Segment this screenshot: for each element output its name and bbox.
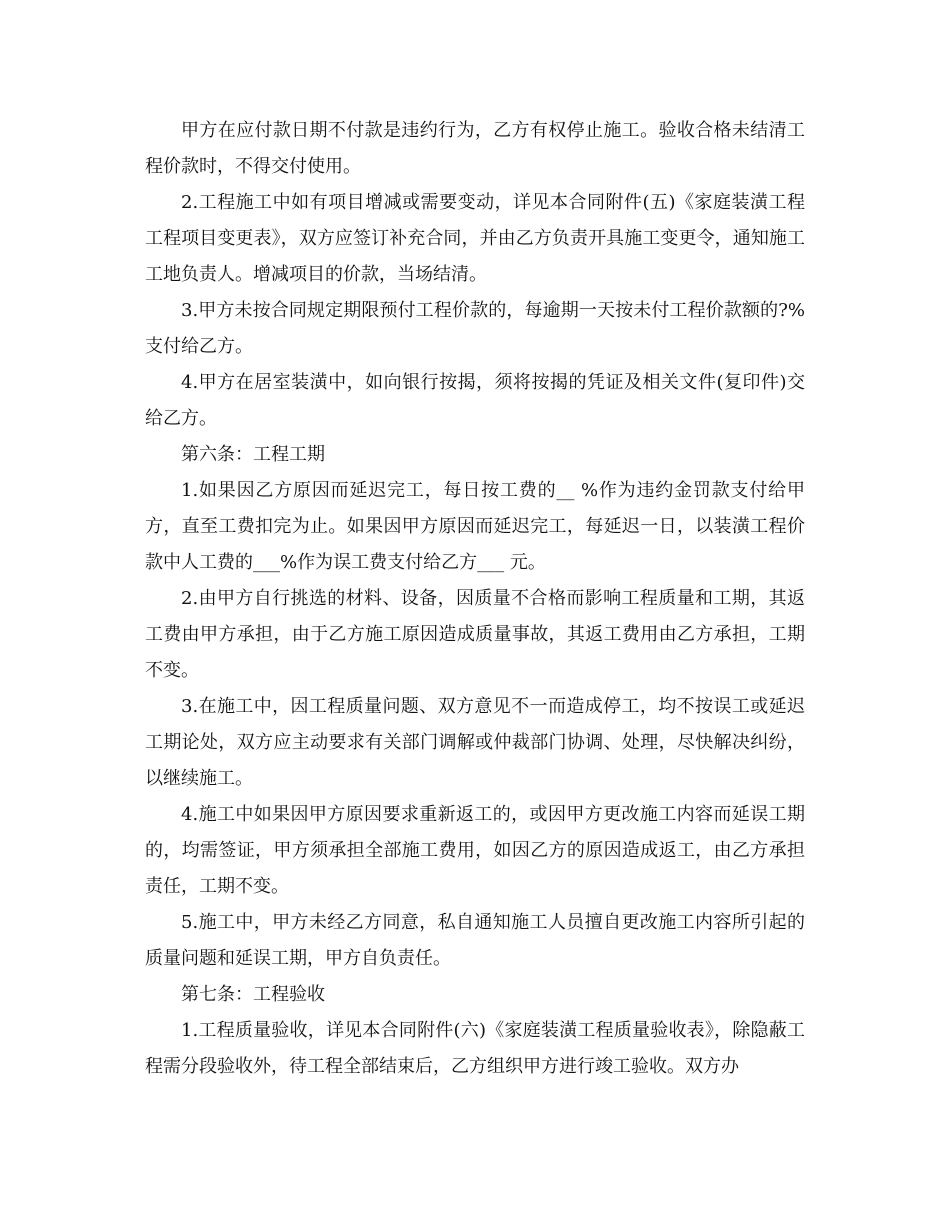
section-heading-article-6: 第六条：工程工期 <box>181 444 325 465</box>
paragraph-work-stoppage: 3.在施工中，因工程质量问题、双方意见不一而造成停工，均不按误工或延迟工期论处，双方应主动要求有关部门调解或仲裁部门协调、处理，尽快解决纠纷，以继续施工。 <box>145 696 805 789</box>
document-body <box>145 113 805 1085</box>
paragraph-payment-default: 甲方在应付款日期不付款是违约行为，乙方有权停止施工。验收合格未结清工程价款时，不得交付使用。 <box>145 120 805 177</box>
paragraph-late-prepayment: 3.甲方未按合同规定期限预付工程价款的，每逾期一天按未付工程价款额的?%支付给乙方。 <box>145 300 805 357</box>
paragraph-rework: 4.施工中如果因甲方原因要求重新返工的，或因甲方更改施工内容而延误工期的，均需签证，甲方须承担全部施工费用，如因乙方的原因造成返工，由乙方承担责任，工期不变。 <box>145 804 805 897</box>
section-heading-article-7: 第七条：工程验收 <box>181 984 325 1005</box>
paragraph-project-change: 2.工程施工中如有项目增减或需要变动，详见本合同附件(五)《家庭装潢工程工程项目变更表》，双方应签订补充合同，并由乙方负责开具施工变更令，通知施工工地负责人。增减项目的价款，当场结清。 <box>145 192 805 285</box>
paragraph-material-quality: 2.由甲方自行挑选的材料、设备，因质量不合格而影响工程质量和工期，其返工费由甲方承担，由于乙方施工原因造成质量事故，其返工费用由乙方承担，工期不变。 <box>145 588 805 681</box>
paragraph-mortgage: 4.甲方在居室装潢中，如向银行按揭，须将按揭的凭证及相关文件(复印件)交给乙方。 <box>145 372 805 429</box>
paragraph-quality-acceptance: 1.工程质量验收，详见本合同附件(六)《家庭装潢工程质量验收表》，除隐蔽工程需分段验收外，待工程全部结束后，乙方组织甲方进行竣工验收。双方办 <box>145 1020 805 1077</box>
paragraph-delay-penalty: 1.如果因乙方原因而延迟完工，每日按工费的__ %作为违约金罚款支付给甲方，直至工费扣完为止。如果因甲方原因而延迟完工，每延迟一日，以装潢工程价款中人工费的___%作为误工费支付给乙方___ 元。 <box>145 480 805 573</box>
paragraph-unauthorized-change: 5.施工中，甲方未经乙方同意，私自通知施工人员擅自更改施工内容所引起的质量问题和延误工期，甲方自负责任。 <box>145 912 805 969</box>
